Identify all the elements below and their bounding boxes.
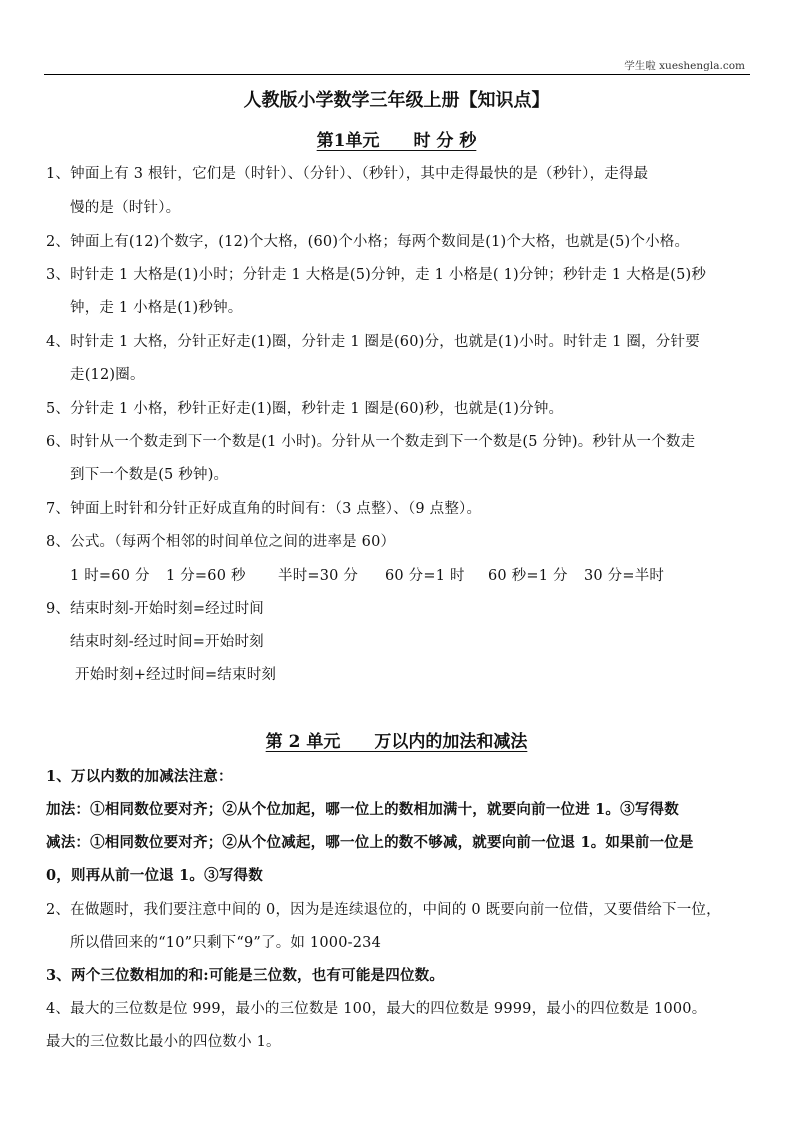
unit1-item4-cont: 走(12)圈。	[70, 367, 145, 383]
unit2-item2-cont: 所以借回来的“10”只剩下“9”了。如 1000-234	[70, 935, 382, 951]
unit1-item3: 3、时针走 1 大格是(1)小时；分针走 1 大格是(5)分钟，走 1 小格是( 1)分钟；秒针走 1 大格是(5)秒	[46, 267, 707, 283]
formula-4: 60 分=1 时	[385, 568, 465, 584]
site-header: 学生啦 xueshengla.com	[624, 60, 745, 72]
unit1-item2: 2、钟面上有(12)个数字，(12)个大格，(60)个小格；每两个数间是(1)个大格，也就是(5)个小格。	[46, 234, 690, 250]
unit1-item5: 5、分针走 1 小格，秒针正好走(1)圈，秒针走 1 圈是(60)秒，也就是(1)分钟。	[46, 401, 564, 417]
unit2-item1: 1、万以内数的加减法注意：	[46, 768, 233, 785]
unit1-item6: 6、时针从一个数走到下一个数是(1 小时)。分针从一个数走到下一个数是(5 分钟)。秒针从一个数走	[46, 434, 696, 450]
unit2-item2: 2、在做题时，我们要注意中间的 0，因为是连续退位的，中间的 0 既要向前一位借，又要借给下一位，	[46, 902, 721, 918]
formula-6: 30 分=半时	[584, 568, 665, 584]
page-title: 人教版小学数学三年级上册【知识点】	[243, 90, 550, 111]
formula-1: 1 时=60 分	[70, 568, 150, 584]
unit2-item4: 4、最大的三位数是位 999，最小的三位数是 100，最大的四位数是 9999，最小的四位数是 1000。	[46, 1001, 707, 1017]
unit1-item9-line3: 开始时刻+经过时间=结束时刻	[75, 667, 277, 683]
unit1-item4: 4、时针走 1 大格，分针正好走(1)圈，分针走 1 圈是(60)分，也就是(1)小时。时针走 1 圈，分针要	[46, 334, 700, 350]
unit2-item4-cont: 最大的三位数比最小的四位数小 1。	[46, 1034, 281, 1050]
header-divider	[44, 74, 750, 75]
unit2-heading: 第 2 单元 万以内的加法和减法	[265, 732, 528, 752]
unit2-item3: 3、两个三位数相加的和:可能是三位数，也有可能是四位数。	[46, 967, 445, 984]
unit1-item7: 7、钟面上时针和分针正好成直角的时间有：（3 点整）、（9 点整）。	[46, 501, 482, 517]
formula-5: 60 秒=1 分	[488, 568, 568, 584]
unit1-item9-line2: 结束时刻-经过时间=开始时刻	[70, 634, 264, 650]
unit2-addition: 加法：①相同数位要对齐；②从个位加起，哪一位上的数相加满十，就要向前一位进 1。③写得数	[46, 801, 679, 818]
unit1-item1: 1、钟面上有 3 根针，它们是（时针）、（分针）、（秒针），其中走得最快的是（秒针），走得最	[46, 166, 649, 182]
unit2-subtraction-cont: 0，则再从前一位退 1。③写得数	[46, 867, 263, 884]
formula-2: 1 分=60 秒	[166, 568, 246, 584]
unit1-item8: 8、公式。（每两个相邻的时间单位之间的进率是 60）	[46, 534, 396, 550]
unit1-item1-cont: 慢的是（时针）。	[70, 200, 181, 216]
unit1-heading: 第1单元 时 分 秒	[316, 131, 477, 151]
unit1-item3-cont: 钟，走 1 小格是(1)秒钟。	[70, 300, 243, 316]
unit1-item6-cont: 到下一个数是(5 秒钟)。	[70, 467, 229, 483]
unit1-item9: 9、结束时刻-开始时刻=经过时间	[46, 601, 264, 617]
unit2-subtraction: 减法：①相同数位要对齐；②从个位减起，哪一位上的数不够减，就要向前一位退 1。如果前一位是	[46, 834, 694, 851]
formula-3: 半时=30 分	[278, 568, 359, 584]
